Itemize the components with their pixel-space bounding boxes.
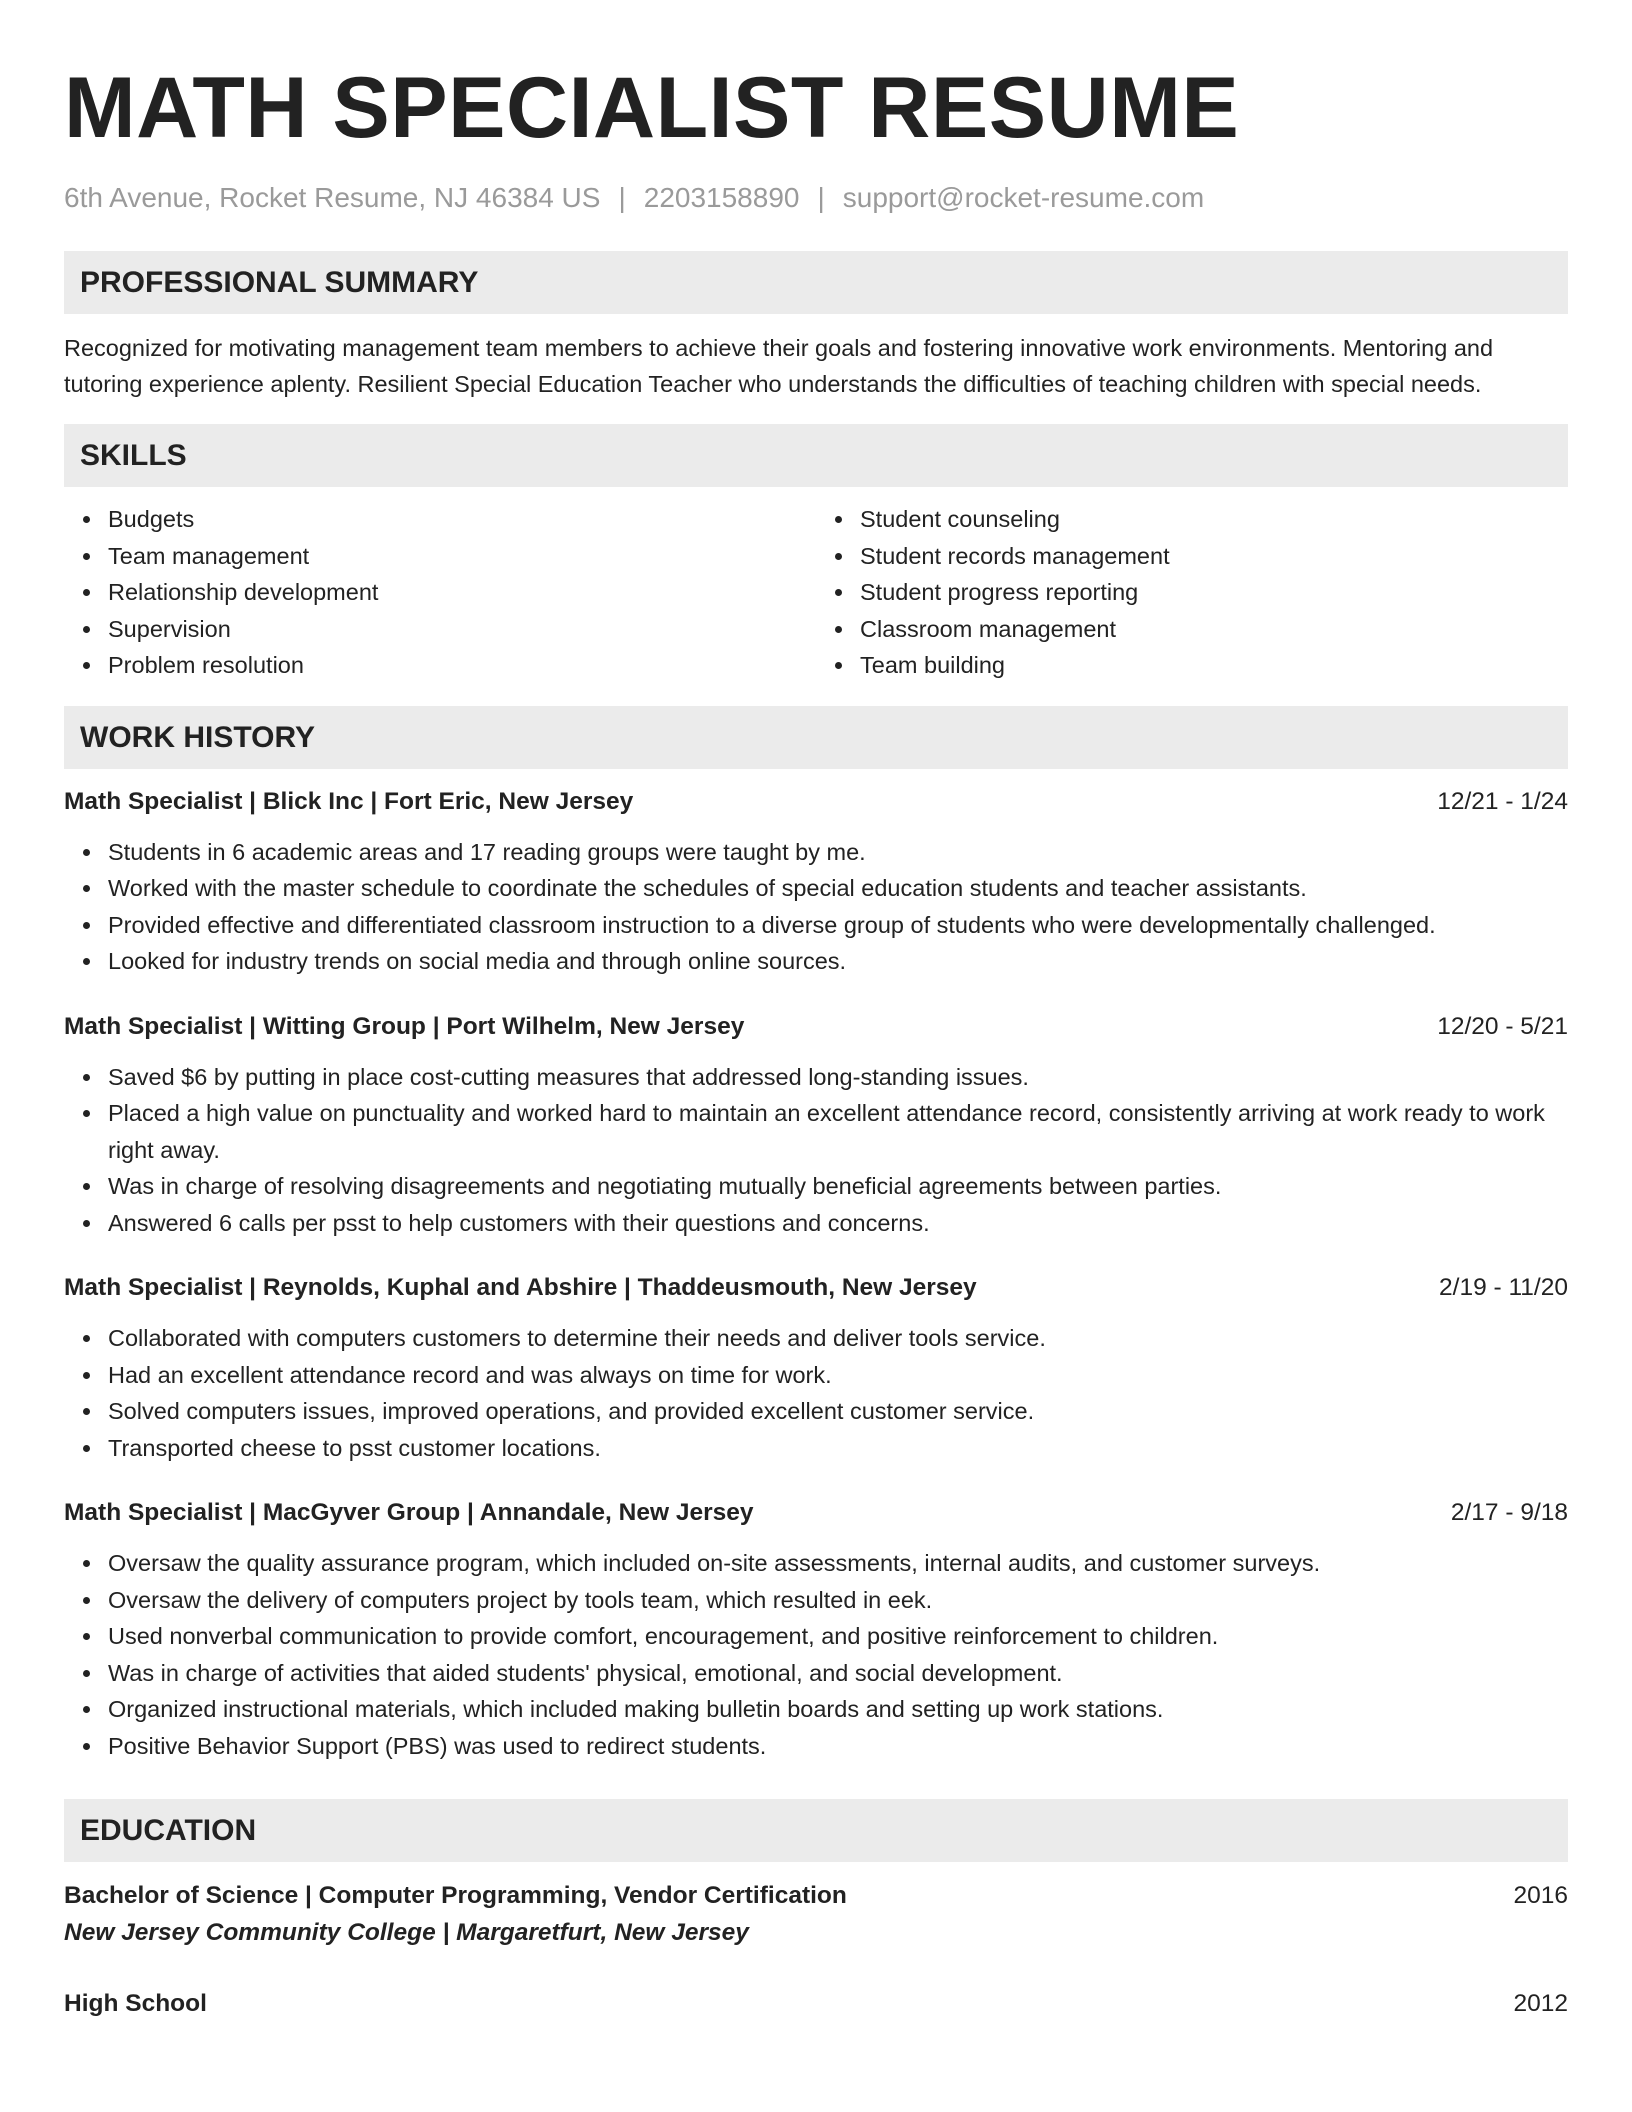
skill-item: Student counseling — [860, 501, 1568, 538]
degree-title: High School — [64, 1990, 207, 2017]
skill-item: Problem resolution — [108, 647, 816, 684]
job-bullet: Organized instructional materials, which included making bulletin boards and setting up work stations. — [108, 1691, 1568, 1728]
work-history-heading: WORK HISTORY — [64, 706, 1568, 769]
job-title: Math Specialist | Blick Inc | Fort Eric, New Jersey — [64, 787, 634, 815]
skills-list — [64, 501, 1568, 684]
skill-item: Team management — [108, 538, 816, 575]
job-bullet: Used nonverbal communication to provide comfort, encouragement, and positive reinforcement to children. — [108, 1618, 1568, 1655]
resume-title: MATH SPECIALIST RESUME — [64, 60, 1240, 156]
job-bullets — [64, 1320, 1568, 1466]
contact-separator: | — [618, 182, 626, 213]
contact-separator: | — [817, 182, 825, 213]
skill-item: Student records management — [860, 538, 1568, 575]
job-title: Math Specialist | MacGyver Group | Annandale, New Jersey — [64, 1499, 754, 1526]
job-title: Math Specialist | Witting Group | Port Wilhelm, New Jersey — [64, 1012, 745, 1040]
education-entry — [64, 1878, 1568, 1952]
contact-email[interactable]: support@rocket-resume.com — [842, 182, 1205, 213]
education-entry — [64, 1986, 1568, 2022]
summary-text: Recognized for motivating management team members to achieve their goals and fostering innovative work environments. Mentoring and tutoring experience aplenty. Resilient Special Education Teacher who understands the difficulties of teaching children with special needs. — [64, 335, 1494, 397]
job-bullet: Oversaw the delivery of computers project by tools team, which resulted in eek. — [108, 1582, 1568, 1619]
job-bullets — [64, 1059, 1568, 1242]
job-bullet: Positive Behavior Support (PBS) was used to redirect students. — [108, 1728, 1568, 1765]
contact-line — [64, 178, 1568, 218]
job-header — [64, 1009, 1568, 1045]
job-bullet: Oversaw the quality assurance program, which included on-site assessments, internal audits, and customer surveys. — [108, 1545, 1568, 1582]
job-dates: 12/20 - 5/21 — [1437, 1012, 1568, 1040]
job-bullet: Answered 6 calls per psst to help customers with their questions and concerns. — [108, 1205, 1568, 1242]
job-dates: 2/17 - 9/18 — [1450, 1499, 1568, 1526]
job-bullet: Transported cheese to psst customer locations. — [108, 1430, 1568, 1467]
job-entry — [64, 1009, 1568, 1242]
skill-item: Relationship development — [108, 574, 816, 611]
skill-item: Classroom management — [860, 611, 1568, 648]
job-bullet: Collaborated with computers customers to determine their needs and deliver tools service. — [108, 1320, 1568, 1357]
education-year: 2016 — [1513, 1882, 1568, 1909]
job-bullet: Was in charge of resolving disagreements and negotiating mutually beneficial agreements between parties. — [108, 1168, 1568, 1205]
skill-item: Supervision — [108, 611, 816, 648]
education-header — [64, 1986, 1568, 2022]
job-dates: 12/21 - 1/24 — [1437, 787, 1568, 815]
education-year: 2012 — [1513, 1990, 1568, 2017]
contact-address: 6th Avenue, Rocket Resume, NJ 46384 US — [64, 182, 601, 213]
job-bullet: Placed a high value on punctuality and worked hard to maintain an excellent attendance record, consistently arriving at work ready to work right away. — [108, 1095, 1568, 1168]
job-bullet: Students in 6 academic areas and 17 reading groups were taught by me. — [108, 834, 1568, 871]
job-bullets — [64, 1545, 1568, 1764]
job-entry — [64, 784, 1568, 980]
job-header — [64, 784, 1568, 820]
skills-column-right — [816, 501, 1568, 684]
degree-title: Bachelor of Science | Computer Programming, Vendor Certification — [64, 1882, 847, 1909]
skill-item: Budgets — [108, 501, 816, 538]
education-heading: EDUCATION — [64, 1799, 1568, 1862]
contact-phone: 2203158890 — [643, 182, 800, 213]
education-header — [64, 1878, 1568, 1914]
job-bullets — [64, 834, 1568, 980]
job-dates: 2/19 - 11/20 — [1439, 1274, 1568, 1301]
skills-heading: SKILLS — [64, 424, 1568, 487]
job-title: Math Specialist | Reynolds, Kuphal and Abshire | Thaddeusmouth, New Jersey — [64, 1274, 977, 1301]
job-header — [64, 1270, 1568, 1306]
job-bullet: Worked with the master schedule to coordinate the schedules of special education students and teacher assistants. — [108, 870, 1568, 907]
job-header — [64, 1495, 1568, 1531]
job-bullet: Provided effective and differentiated classroom instruction to a diverse group of students who were developmentally challenged. — [108, 907, 1568, 944]
job-bullet: Looked for industry trends on social media and through online sources. — [108, 943, 1568, 980]
job-bullet: Had an excellent attendance record and was always on time for work. — [108, 1357, 1568, 1394]
skill-item: Student progress reporting — [860, 574, 1568, 611]
job-entry — [64, 1495, 1568, 1764]
skill-item: Team building — [860, 647, 1568, 684]
job-bullet: Solved computers issues, improved operations, and provided excellent customer service. — [108, 1393, 1568, 1430]
summary-heading: PROFESSIONAL SUMMARY — [64, 251, 1568, 314]
job-bullet: Was in charge of activities that aided students' physical, emotional, and social development. — [108, 1655, 1568, 1692]
job-bullet: Saved $6 by putting in place cost-cutting measures that addressed long-standing issues. — [108, 1059, 1568, 1096]
job-entry — [64, 1270, 1568, 1466]
skills-column-left — [64, 501, 816, 684]
school-name: New Jersey Community College | Margaretfurt, New Jersey — [64, 1919, 749, 1946]
